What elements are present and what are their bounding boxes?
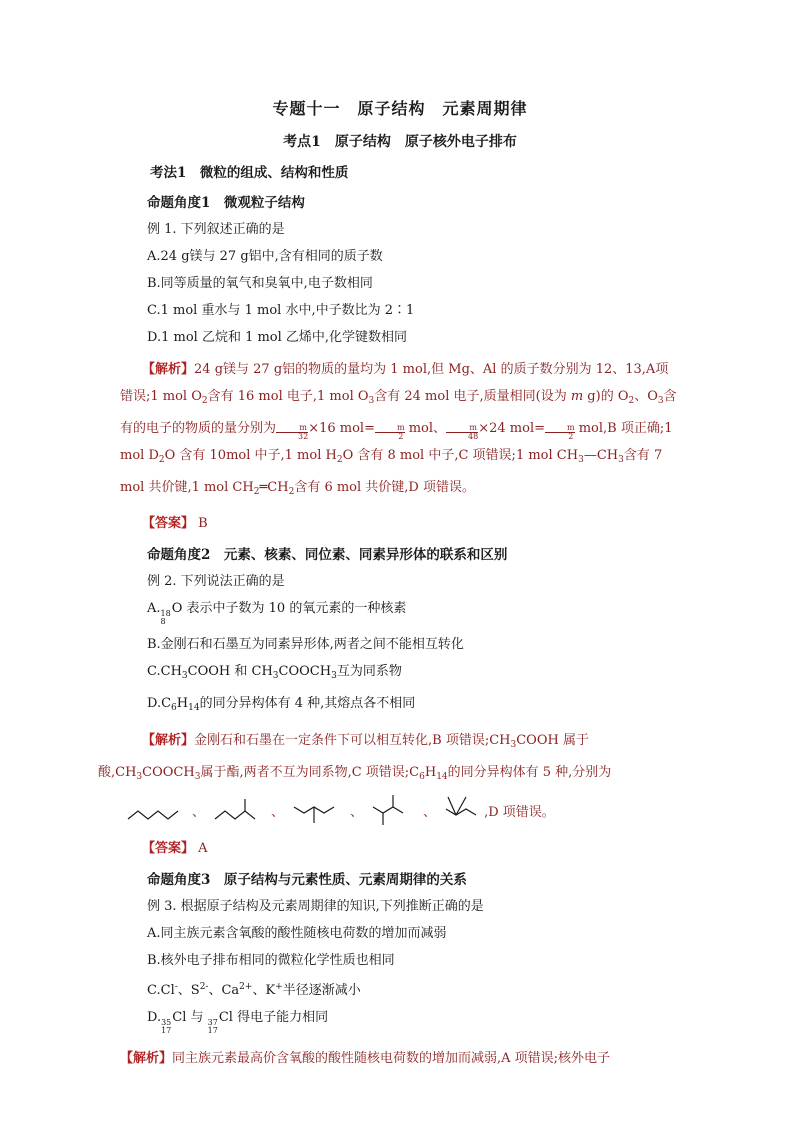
document-page (98, 96, 680, 1078)
example-2-option-b: B.金刚石和石墨互为同素异形体,两者之间不能相互转化 (147, 637, 464, 652)
fraction: $\frac{m}{32}$ (276, 424, 308, 441)
example-1-option-c: C.1 mol 重水与 1 mol 水中,中子数比为 2∶1 (147, 303, 415, 318)
example-1-answer: 【答案】 B (142, 516, 208, 531)
example-1-option-d: D.1 mol 乙烷和 1 mol 乙烯中,化学键数相同 (147, 330, 408, 345)
example-1-question: 例 1. 下列叙述正确的是 (147, 222, 285, 237)
isotope-notation: 18 8 (160, 609, 171, 626)
isotope-notation: 35 17 (161, 1018, 172, 1035)
fraction: $\frac{m}{48}$ (446, 424, 478, 441)
example-2-question: 例 2. 下列说法正确的是 (147, 574, 285, 589)
isotope-notation: 37 17 (207, 1018, 218, 1035)
isomer-structures: 、 、 、 、 ,D 项错误。 (126, 793, 680, 827)
fraction: $\frac{m}{2}$ (545, 424, 575, 441)
example-1-option-b: B.同等质量的氧气和臭氧中,电子数相同 (147, 276, 373, 291)
example-2-option-c: $C.CH_3COOH$ 和 $CH_3COOCH_3$互为同系物 (147, 664, 402, 681)
example-2-answer: 【答案】 A (142, 841, 208, 856)
2-methylpentane-skeleton-icon (213, 793, 263, 827)
angle-1-title: 命题角度1 微观粒子结构 (147, 195, 305, 211)
example-1-analysis: 【解析】24 g镁与 27 g铝的物质的量均为 1 mol,但 Mg、Al 的质子数分别为 12、13,A项错误;1 mol $O_2$含有 16 mol 电子,1 mol $O_3$含有 24 mol 电子,质量相同(设为 m g)的 $O_2$、$O_3$含有的电子的物质的量分别为 $\frac{m}{32}$ ×16 mol= $\frac{m}{2}$ mol、 $\frac{m}{48}$ ×24 mol= $\frac{m}{2}$ mol,B 项正确;1 mol $D_2O$ 含有 10mol 中子,1 mol $H_2O$ 含有 8 mol 中子,C 项错误;1 mol $CH_3—CH_3$含有 7 mol 共价键,1 mol $CH_2═CH_2$含有 6 mol 共价键,D 项错误。 (120, 362, 677, 497)
example-3-option-b: B.核外电子排布相同的微粒化学性质也相同 (147, 953, 395, 968)
3-methylpentane-skeleton-icon (292, 793, 342, 827)
example-3-option-a: A.同主族元素含氧酸的酸性随核电荷数的增加而减弱 (147, 926, 447, 941)
2-2-dimethylbutane-skeleton-icon (444, 793, 484, 827)
angle-3-title: 命题角度3 原子结构与元素性质、元素周期律的关系 (147, 872, 467, 888)
example-2-option-a: A. 18 8 O 表示中子数为 10 的氧元素的一种核素 (147, 601, 407, 626)
example-1-option-a: A.24 g镁与 27 g铝中,含有相同的质子数 (147, 249, 383, 264)
example-3-question: 例 3. 根据原子结构及元素周期律的知识,下列推断正确的是 (147, 899, 484, 914)
answer-value: A (198, 841, 208, 856)
analysis-tag: 【解析】 (142, 362, 195, 377)
example-3-analysis: 【解析】同主族元素最高价含氧酸的酸性随核电荷数的增加而减弱,A 项错误;核外电子 (120, 1051, 611, 1066)
example-2-analysis: 【解析】金刚石和石墨在一定条件下可以相互转化,B 项错误$;CH_3COOH$ 属于 酸$,CH_3COOCH_3$属于酯,两者不互为同系物,C 项错误$;C_6H_{14}$的同分异构体有 5 种,分别为 (98, 733, 612, 782)
chapter-title: 专题十一 原子结构 元素周期律 (272, 99, 528, 118)
example-2-option-d: $D.C_6H_{14}$的同分异构体有 4 种,其熔点各不相同 (147, 696, 416, 713)
angle-2-title: 命题角度2 元素、核素、同位素、同素异形体的联系和区别 (147, 547, 508, 563)
2-3-dimethylbutane-skeleton-icon (371, 793, 415, 827)
example-3-option-d: D. 35 17 Cl 与 37 17 Cl 得电子能力相同 (147, 1010, 329, 1035)
answer-value: B (198, 516, 208, 531)
example-3-option-c: C.Cl-、$S^{2-}$、$Ca^{2+}$、K+半径逐渐减小 (147, 982, 361, 998)
fraction: $\frac{m}{2}$ (375, 424, 405, 441)
section-title: 考点1 原子结构 原子核外电子排布 (283, 134, 517, 150)
method-title: 考法1 微粒的组成、结构和性质 (150, 165, 349, 181)
hexane-skeleton-icon (126, 793, 184, 827)
